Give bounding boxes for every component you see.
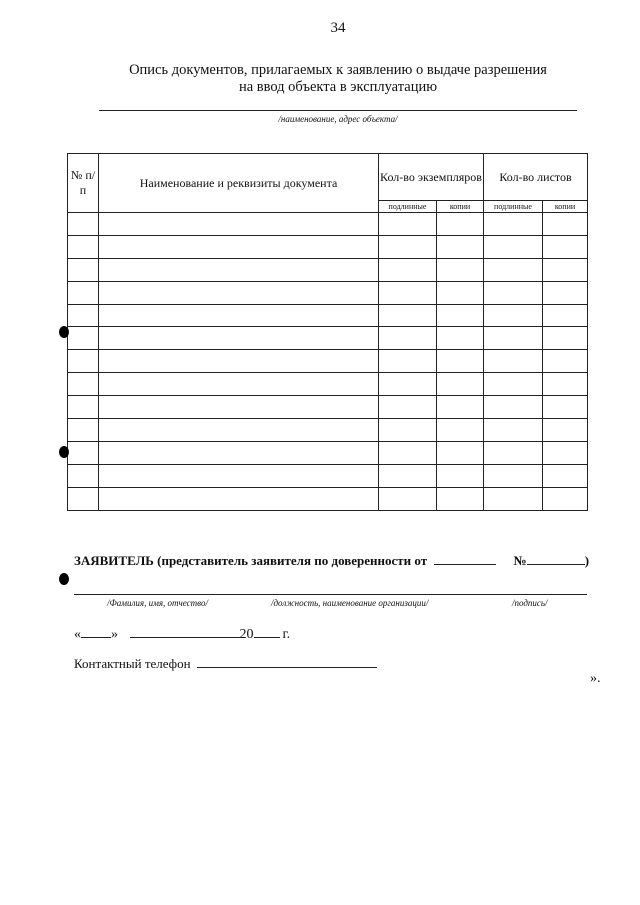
cell-document-name[interactable] (99, 281, 379, 304)
close-paren: ) (584, 553, 590, 568)
cell-copies-originals[interactable] (379, 396, 437, 419)
cell-document-name[interactable] (99, 258, 379, 281)
month-field[interactable] (130, 624, 240, 638)
cell-sheets-copies[interactable] (543, 487, 588, 510)
cell-copies-copies[interactable] (437, 281, 484, 304)
table-row (68, 258, 588, 281)
cell-sheets-copies[interactable] (543, 304, 588, 327)
header-number: № п/п (68, 154, 99, 213)
punch-hole-mark (59, 326, 69, 338)
cell-sheets-copies[interactable] (543, 419, 588, 442)
object-address-blank-line[interactable] (99, 110, 577, 111)
cell-copies-copies[interactable] (437, 350, 484, 373)
closing-quote: ». (590, 671, 601, 686)
cell-copies-originals[interactable] (379, 304, 437, 327)
document-title-line-1: Опись документов, прилагаемых к заявлению о выдаче разрешения (129, 62, 547, 78)
cell-copies-copies[interactable] (437, 396, 484, 419)
cell-sheets-copies[interactable] (543, 281, 588, 304)
cell-sheets-copies[interactable] (543, 464, 588, 487)
contact-phone-line (74, 655, 377, 672)
cell-sheets-originals[interactable] (484, 487, 543, 510)
cell-sheets-copies[interactable] (543, 213, 588, 236)
table-row (68, 350, 588, 373)
cell-sheets-copies[interactable] (543, 441, 588, 464)
cell-document-name[interactable] (99, 235, 379, 258)
cell-copies-originals[interactable] (379, 373, 437, 396)
contact-phone-label: Контактный телефон (74, 656, 191, 671)
cell-document-name[interactable] (99, 327, 379, 350)
cell-number[interactable] (68, 327, 99, 350)
cell-document-name[interactable] (99, 350, 379, 373)
table-row (68, 441, 588, 464)
cell-copies-copies[interactable] (437, 258, 484, 281)
cell-document-name[interactable] (99, 396, 379, 419)
table-row (68, 281, 588, 304)
applicant-line (74, 552, 589, 569)
cell-sheets-originals[interactable] (484, 464, 543, 487)
cell-copies-copies[interactable] (437, 304, 484, 327)
cell-number[interactable] (68, 396, 99, 419)
punch-hole-mark (59, 446, 69, 458)
cell-sheets-copies[interactable] (543, 373, 588, 396)
cell-copies-originals[interactable] (379, 441, 437, 464)
cell-copies-originals[interactable] (379, 464, 437, 487)
table-row (68, 235, 588, 258)
cell-number[interactable] (68, 350, 99, 373)
cell-copies-copies[interactable] (437, 419, 484, 442)
cell-sheets-originals[interactable] (484, 258, 543, 281)
subheader-sheets-copies: копии (543, 201, 588, 213)
cell-sheets-originals[interactable] (484, 281, 543, 304)
cell-sheets-originals[interactable] (484, 235, 543, 258)
cell-sheets-originals[interactable] (484, 441, 543, 464)
cell-copies-copies[interactable] (437, 464, 484, 487)
table-row (68, 396, 588, 419)
cell-number[interactable] (68, 441, 99, 464)
header-document-name: Наименование и реквизиты документа (99, 154, 379, 213)
cell-copies-originals[interactable] (379, 419, 437, 442)
cell-number[interactable] (68, 304, 99, 327)
cell-number[interactable] (68, 235, 99, 258)
cell-sheets-originals[interactable] (484, 350, 543, 373)
cell-copies-copies[interactable] (437, 373, 484, 396)
cell-copies-originals[interactable] (379, 213, 437, 236)
cell-document-name[interactable] (99, 464, 379, 487)
cell-copies-originals[interactable] (379, 258, 437, 281)
cell-number[interactable] (68, 487, 99, 510)
cell-document-name[interactable] (99, 441, 379, 464)
signature-caption: /подпись/ (512, 598, 548, 608)
cell-copies-copies[interactable] (437, 327, 484, 350)
cell-sheets-originals[interactable] (484, 327, 543, 350)
cell-number[interactable] (68, 281, 99, 304)
cell-copies-originals[interactable] (379, 327, 437, 350)
cell-copies-originals[interactable] (379, 235, 437, 258)
cell-copies-originals[interactable] (379, 487, 437, 510)
table-row (68, 419, 588, 442)
table-row (68, 464, 588, 487)
applicant-label: ЗАЯВИТЕЛЬ (представитель заявителя по доверенности от (74, 553, 428, 568)
punch-hole-mark (59, 573, 69, 585)
open-quote: « (74, 627, 81, 642)
close-quote: » (111, 627, 118, 642)
table-row (68, 213, 588, 236)
cell-document-name[interactable] (99, 487, 379, 510)
header-copies-count: Кол-во экземпляров (379, 154, 484, 201)
table-row (68, 487, 588, 510)
table-row (68, 373, 588, 396)
year-suffix: г. (282, 627, 291, 642)
cell-sheets-copies[interactable] (543, 258, 588, 281)
cell-copies-copies[interactable] (437, 487, 484, 510)
power-of-attorney-number-field[interactable] (527, 552, 585, 565)
subheader-copies-copies: копии (437, 201, 484, 213)
contact-phone-field[interactable] (197, 655, 377, 668)
cell-sheets-copies[interactable] (543, 396, 588, 419)
table-row (68, 327, 588, 350)
page-number: 34 (330, 20, 346, 36)
cell-sheets-originals[interactable] (484, 213, 543, 236)
cell-copies-copies[interactable] (437, 441, 484, 464)
number-sign: № (513, 553, 527, 568)
cell-sheets-copies[interactable] (543, 235, 588, 258)
cell-number[interactable] (68, 373, 99, 396)
cell-document-name[interactable] (99, 304, 379, 327)
cell-number[interactable] (68, 464, 99, 487)
cell-number[interactable] (68, 213, 99, 236)
power-of-attorney-date-field[interactable] (434, 552, 496, 565)
cell-document-name[interactable] (99, 213, 379, 236)
cell-sheets-originals[interactable] (484, 419, 543, 442)
cell-copies-originals[interactable] (379, 281, 437, 304)
cell-sheets-copies[interactable] (543, 350, 588, 373)
applicant-signature-line[interactable] (74, 594, 587, 595)
document-title-line-2: на ввод объекта в эксплуатацию (238, 79, 438, 95)
cell-sheets-copies[interactable] (543, 327, 588, 350)
subheader-sheets-originals: подлинные (484, 201, 543, 213)
cell-number[interactable] (68, 258, 99, 281)
documents-inventory-table (67, 153, 588, 511)
cell-sheets-originals[interactable] (484, 373, 543, 396)
cell-copies-copies[interactable] (437, 235, 484, 258)
cell-sheets-originals[interactable] (484, 304, 543, 327)
century: 20 (239, 627, 254, 642)
cell-copies-copies[interactable] (437, 213, 484, 236)
object-address-caption: /наименование, адрес объекта/ (278, 114, 398, 124)
cell-number[interactable] (68, 419, 99, 442)
date-line (74, 624, 290, 643)
day-field[interactable] (81, 624, 111, 638)
cell-document-name[interactable] (99, 373, 379, 396)
header-sheets-count: Кол-во листов (484, 154, 588, 201)
subheader-copies-originals: подлинные (379, 201, 437, 213)
table-body (68, 213, 588, 511)
cell-copies-originals[interactable] (379, 350, 437, 373)
year-field[interactable] (254, 624, 280, 638)
fio-caption: /Фамилия, имя, отчество/ (107, 598, 208, 608)
table-row (68, 304, 588, 327)
cell-document-name[interactable] (99, 419, 379, 442)
position-caption: /должность, наименование организации/ (271, 598, 429, 608)
cell-sheets-originals[interactable] (484, 396, 543, 419)
